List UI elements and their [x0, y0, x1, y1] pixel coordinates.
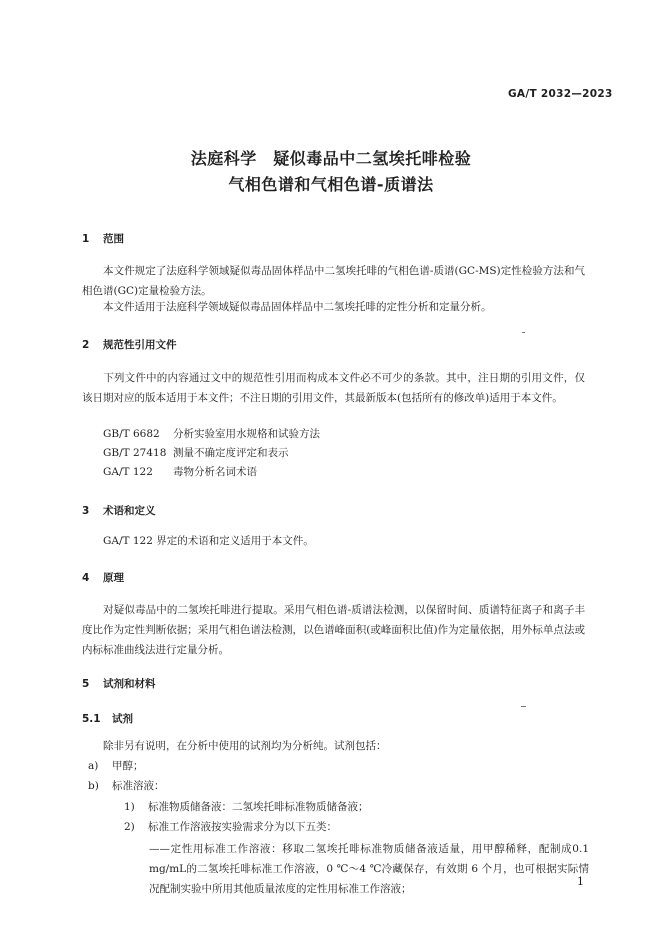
list-label: b) [88, 780, 99, 792]
reference-code: GA/T 122 [103, 466, 153, 478]
list-item [88, 758, 144, 773]
section-3-paragraph-1: GA/T 122 界定的术语和定义适用于本文件。 [103, 535, 314, 547]
subsection-number: 5.1 [82, 713, 101, 725]
reference-code: GB/T 6682 [103, 428, 160, 440]
document-title-line2: 气相色谱和气相色谱-质谱法 [228, 175, 434, 194]
list-text: 标准溶液： [112, 780, 165, 792]
scan-speck [522, 332, 525, 333]
section-2-paragraph-1: 下列文件中的内容通过文中的规范性引用而构成本文件必不可少的条款。其中，注日期的引用文件，仅该日期对应的版本适用于本文件；不注日期的引用文件，其最新版本(包括所有的修改单)适用于本文件。 [82, 372, 585, 404]
section-title: 规范性引用文件 [103, 339, 177, 351]
section-3-heading [82, 503, 156, 518]
section-4-paragraph-1: 对疑似毒品中的二氢埃托啡进行提取。采用气相色谱-质谱法检测，以保留时间、质谱特征离子和离子丰度比作为定性判断依据；采用气相色谱法检测，以色谱峰面积(或峰面积比值)作为定量依据，用外标单点法或内标标准曲线法进行定量分析。 [82, 604, 585, 656]
reference-item [103, 464, 257, 479]
section-title: 原理 [103, 572, 124, 584]
page-number: 1 [577, 875, 584, 888]
section-title: 术语和定义 [103, 505, 156, 517]
reagent-intro: 除非另有说明，在分析中使用的试剂均为分析纯。试剂包括： [103, 740, 387, 752]
document-title-line1: 法庭科学 疑似毒品中二氢埃托啡检验 [190, 149, 472, 168]
list-text: 标准工作溶液按实验需求分为以下五类： [148, 821, 337, 833]
scan-speck [521, 706, 526, 707]
list-label: 1) [124, 801, 135, 813]
section-title: 范围 [103, 233, 124, 245]
section-number: 5 [82, 678, 90, 690]
section-title: 试剂和材料 [103, 678, 156, 690]
subsection-5-1-heading [82, 711, 133, 726]
standard-code: GA/T 2032—2023 [508, 88, 613, 100]
section-5-heading [82, 676, 156, 691]
reference-item [103, 445, 289, 460]
section-1-paragraph-2: 本文件适用于法庭科学领域疑似毒品固体样品中二氢埃托啡的定性分析和定量分析。 [103, 301, 492, 313]
section-number: 3 [82, 505, 90, 517]
section-1-paragraph-1: 本文件规定了法庭科学领域疑似毒品固体样品中二氢埃托啡的气相色谱-质谱(GC-MS)定性检验方法和气相色谱(GC)定量检验方法。 [82, 265, 585, 297]
section-number: 4 [82, 572, 90, 584]
section-2-heading [82, 337, 177, 352]
reference-code: GB/T 27418 [103, 447, 167, 459]
reference-title: 分析实验室用水规格和试验方法 [173, 428, 320, 440]
list-text: 标准物质储备液：二氢埃托啡标准物质储备液； [148, 801, 369, 813]
list-text: 甲醇； [112, 760, 144, 772]
section-1-heading [82, 231, 124, 246]
list-label: a) [88, 760, 99, 772]
list-item [88, 778, 165, 793]
reference-title: 毒物分析名词术语 [173, 466, 257, 478]
section-number: 2 [82, 339, 90, 351]
dash-item: ——定性用标准工作溶液：移取二氢埃托啡标准物质储备液适量，用甲醇稀释，配制成0.1 mg/mL的二氢埃托啡标准工作溶液，0 ℃～4 ℃冷藏保存，有效期 6 个月，也可根据实际情况配制实验中所用其他质量浓度的定性用标准工作溶液； [149, 843, 589, 895]
reference-title: 测量不确定度评定和表示 [173, 447, 289, 459]
sub-list-item [124, 799, 369, 814]
subsection-title: 试剂 [112, 713, 133, 725]
section-number: 1 [82, 233, 90, 245]
section-4-heading [82, 570, 124, 585]
reference-item [103, 426, 320, 441]
list-label: 2) [124, 821, 135, 833]
